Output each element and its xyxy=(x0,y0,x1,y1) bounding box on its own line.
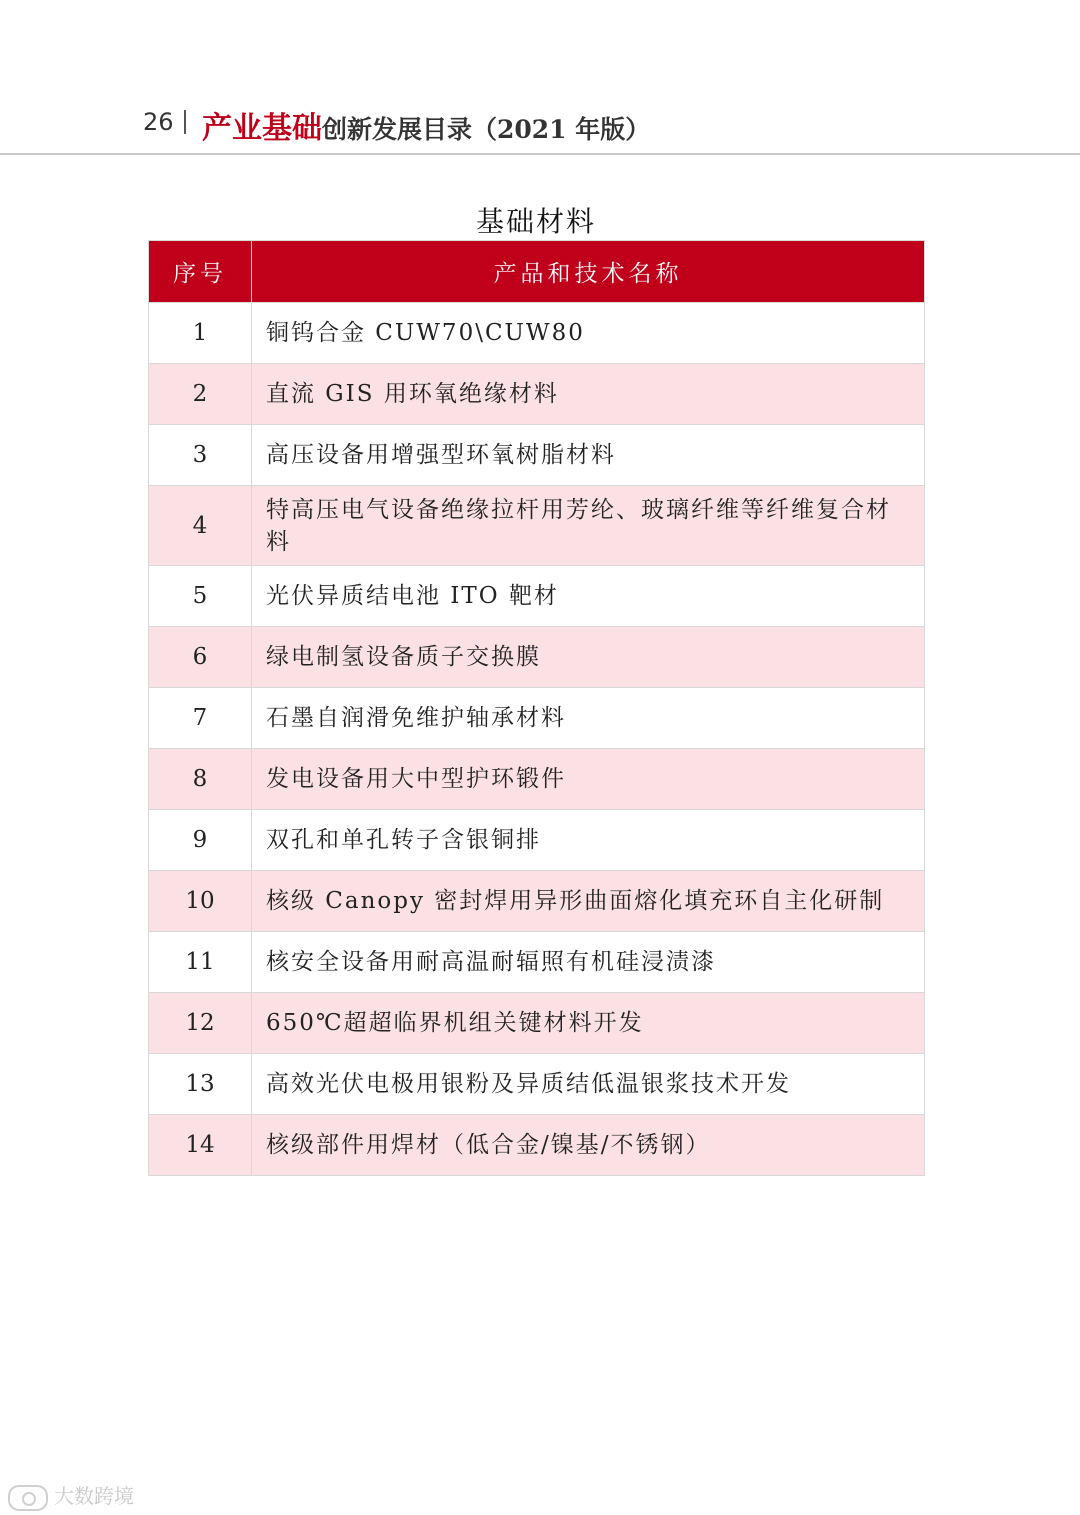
row-number: 2 xyxy=(149,364,252,425)
row-name: 高效光伏电极用银粉及异质结低温银浆技术开发 xyxy=(252,1054,925,1115)
column-header-name: 产品和技术名称 xyxy=(252,241,925,303)
row-number: 13 xyxy=(149,1054,252,1115)
row-number: 3 xyxy=(149,425,252,486)
row-number: 8 xyxy=(149,749,252,810)
running-title-rest: 创新发展目录（2021 年版） xyxy=(322,115,651,144)
header-divider xyxy=(184,110,186,134)
page-number: 26 xyxy=(143,108,174,136)
row-name: 核级 Canopy 密封焊用异形曲面熔化填充环自主化研制 xyxy=(252,871,925,932)
table-row xyxy=(149,810,925,871)
table-row xyxy=(149,627,925,688)
table-row xyxy=(149,1115,925,1176)
table-row xyxy=(149,993,925,1054)
watermark xyxy=(8,1480,134,1511)
header-rule xyxy=(0,153,1080,155)
table-row xyxy=(149,425,925,486)
section-title: 基础材料 xyxy=(475,205,596,238)
row-number: 12 xyxy=(149,993,252,1054)
row-name: 绿电制氢设备质子交换膜 xyxy=(252,627,925,688)
page-header xyxy=(0,0,1080,156)
row-number: 4 xyxy=(149,486,252,566)
row-number: 6 xyxy=(149,627,252,688)
table-row xyxy=(149,871,925,932)
row-number: 9 xyxy=(149,810,252,871)
row-number: 11 xyxy=(149,932,252,993)
row-name: 铜钨合金 CUW70\CUW80 xyxy=(252,303,925,364)
table-row xyxy=(149,364,925,425)
product-table xyxy=(148,240,925,1176)
table-row xyxy=(149,749,925,810)
table-row xyxy=(149,303,925,364)
row-name: 核安全设备用耐高温耐辐照有机硅浸渍漆 xyxy=(252,932,925,993)
row-number: 14 xyxy=(149,1115,252,1176)
row-number: 10 xyxy=(149,871,252,932)
table-row xyxy=(149,486,925,566)
watermark-text: 大数跨境 xyxy=(54,1484,134,1508)
table-row xyxy=(149,1054,925,1115)
running-title xyxy=(202,103,650,147)
row-name: 650℃超超临界机组关键材料开发 xyxy=(252,993,925,1054)
table-row xyxy=(149,566,925,627)
row-name: 特高压电气设备绝缘拉杆用芳纶、玻璃纤维等纤维复合材料 xyxy=(252,486,925,566)
table-row xyxy=(149,688,925,749)
running-title-highlight: 产业基础 xyxy=(202,111,322,146)
row-name: 石墨自润滑免维护轴承材料 xyxy=(252,688,925,749)
row-number: 7 xyxy=(149,688,252,749)
row-name: 光伏异质结电池 ITO 靶材 xyxy=(252,566,925,627)
row-name: 直流 GIS 用环氧绝缘材料 xyxy=(252,364,925,425)
table-header-row xyxy=(149,241,925,303)
chat-bubble-icon xyxy=(8,1485,48,1511)
row-name: 核级部件用焊材（低合金/镍基/不锈钢） xyxy=(252,1115,925,1176)
row-name: 发电设备用大中型护环锻件 xyxy=(252,749,925,810)
row-name: 双孔和单孔转子含银铜排 xyxy=(252,810,925,871)
row-number: 1 xyxy=(149,303,252,364)
row-name: 高压设备用增强型环氧树脂材料 xyxy=(252,425,925,486)
row-number: 5 xyxy=(149,566,252,627)
table-row xyxy=(149,932,925,993)
column-header-number: 序号 xyxy=(149,241,252,303)
